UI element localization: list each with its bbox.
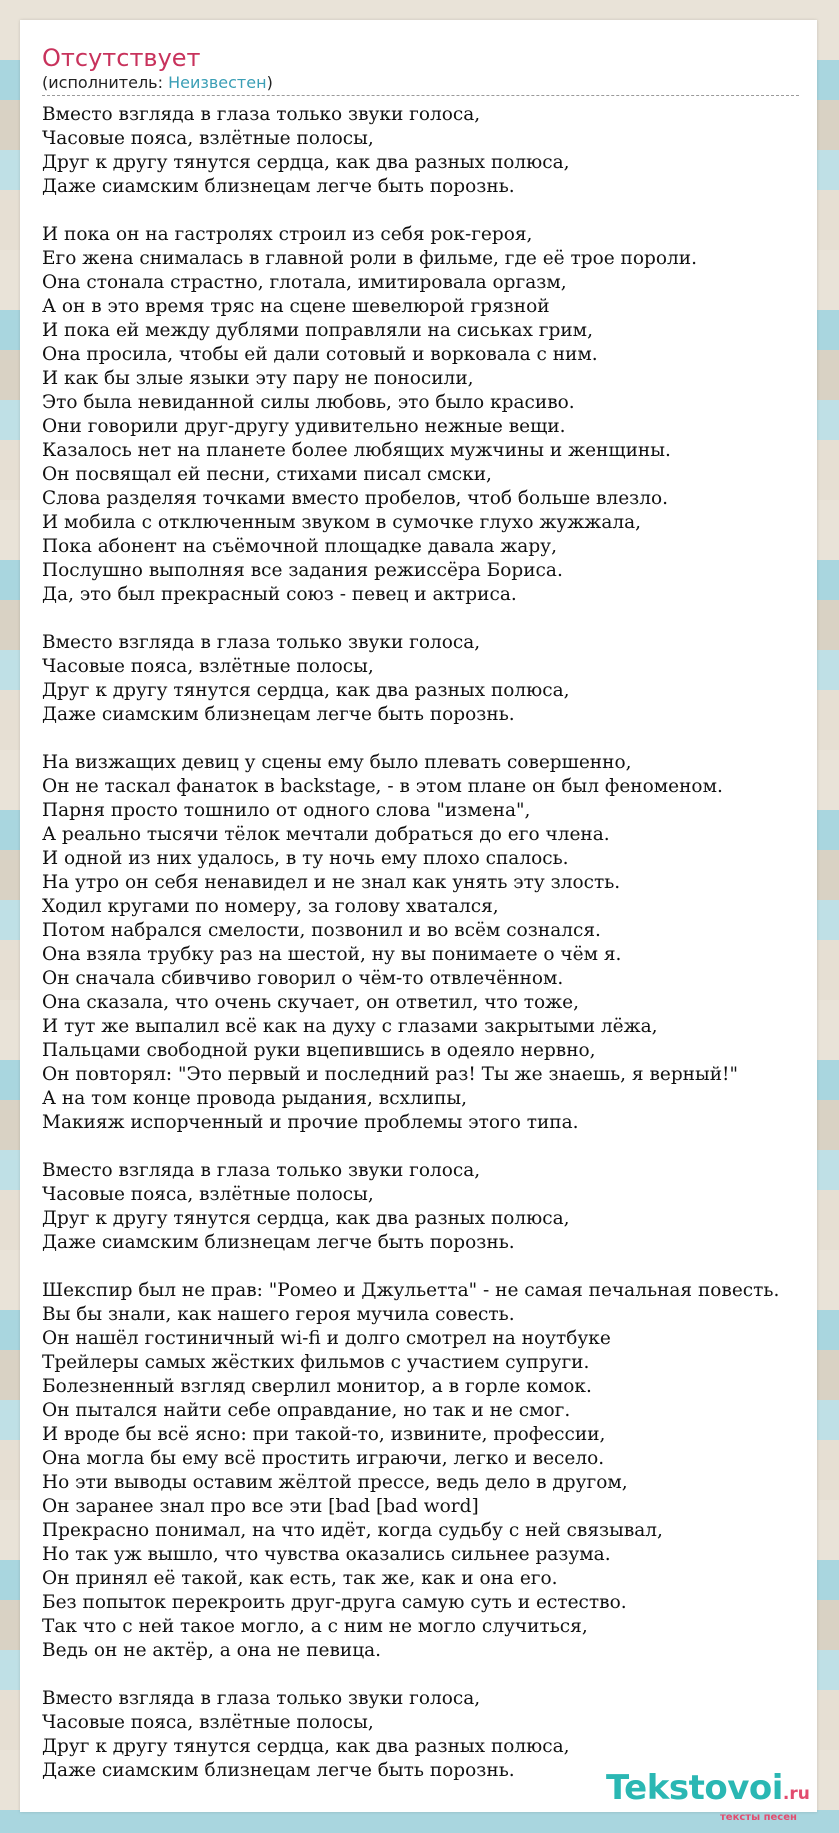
lyric-line: Он принял её такой, как есть, так же, как и она его. — [42, 1568, 558, 1589]
lyric-line: Друг к другу тянутся сердца, как два разных полюса, — [42, 152, 570, 173]
artist-prefix: (исполнитель: — [42, 73, 169, 92]
lyric-line: Даже сиамским близнецам легче быть порознь. — [42, 176, 515, 197]
lyric-line: И мобила с отключенным звуком в сумочке глухо жужжала, — [42, 512, 642, 533]
lyric-line: Он посвящал ей песни, стихами писал смски, — [42, 464, 492, 485]
lyric-line: Ходил кругами по номеру, за голову хватался, — [42, 896, 499, 917]
stanza-gap — [42, 607, 779, 631]
lyric-line: На визжащих девиц у сцены ему было плевать совершенно, — [42, 752, 632, 773]
lyric-line: Шекспир был не прав: "Ромео и Джульетта" - не самая печальная повесть. — [42, 1280, 780, 1301]
lyric-line: Прекрасно понимал, на что идёт, когда судьбу с ней связывал, — [42, 1520, 663, 1541]
lyric-line: Вместо взгляда в глаза только звуки голоса, — [42, 632, 481, 653]
lyrics-card — [20, 20, 817, 1823]
lyric-line: Послушно выполняя все задания режиссёра Бориса. — [42, 560, 563, 581]
lyric-line: Даже сиамским близнецам легче быть порознь. — [42, 704, 515, 725]
lyric-line: Парня просто тошнило от одного слова "измена", — [42, 800, 531, 821]
song-header — [42, 42, 799, 96]
logo-domain: .ru — [782, 1784, 810, 1804]
lyric-line: Она могла бы ему всё простить играючи, легко и весело. — [42, 1448, 605, 1469]
lyric-line: Казалось нет на планете более любящих мужчины и женщины. — [42, 440, 671, 461]
lyric-line: Болезненный взгляд сверлил монитор, а в горле комок. — [42, 1376, 592, 1397]
lyric-line: А на том конце провода рыдания, всхлипы, — [42, 1088, 468, 1109]
stanza-gap — [42, 199, 779, 223]
lyric-line: Его жена снималась в главной роли в фильме, где её трое пороли. — [42, 248, 697, 269]
lyric-line: Часовые пояса, взлётные полосы, — [42, 1184, 374, 1205]
site-logo[interactable] — [606, 1768, 810, 1823]
lyric-line: Даже сиамским близнецам легче быть порознь. — [42, 1760, 515, 1781]
lyric-line: Ведь он не актёр, а она не певица. — [42, 1640, 382, 1661]
lyric-line: Потом набрался смелости, позвонил и во всём сознался. — [42, 920, 601, 941]
lyric-line: И вроде бы всё ясно: при такой-то, извините, профессии, — [42, 1424, 606, 1445]
lyric-line: Он пытался найти себе оправдание, но так и не смог. — [42, 1400, 571, 1421]
logo-subtitle: тексты песен — [720, 1812, 797, 1823]
lyric-line: На утро он себя ненавидел и не знал как унять эту злость. — [42, 872, 621, 893]
stanza-gap — [42, 727, 779, 751]
lyric-line: Даже сиамским близнецам легче быть порознь. — [42, 1232, 515, 1253]
lyric-line: Слова разделяя точками вместо пробелов, чтоб больше влезло. — [42, 488, 669, 509]
lyric-line: Друг к другу тянутся сердца, как два разных полюса, — [42, 680, 570, 701]
lyric-line: И как бы злые языки эту пару не поносили, — [42, 368, 474, 389]
lyric-line: Она стонала страстно, глотала, имитировала оргазм, — [42, 272, 567, 293]
lyric-line: Это была невиданной силы любовь, это было красиво. — [42, 392, 575, 413]
lyric-line: А реально тысячи тёлок мечтали добраться до его члена. — [42, 824, 610, 845]
lyric-line: Друг к другу тянутся сердца, как два разных полюса, — [42, 1736, 570, 1757]
lyric-line: А он в это время тряс на сцене шевелюрой грязной — [42, 296, 550, 317]
lyric-line: Без попыток перекроить друг-друга самую суть и естество. — [42, 1592, 627, 1613]
lyric-line: Вместо взгляда в глаза только звуки голоса, — [42, 1160, 481, 1181]
lyric-line: Он сначала сбивчиво говорил о чём-то отвлечённом. — [42, 968, 564, 989]
lyric-line: Часовые пояса, взлётные полосы, — [42, 656, 374, 677]
logo-wordmark: Tekstovoi — [606, 1768, 783, 1808]
lyric-line: И пока ей между дублями поправляли на сиськах грим, — [42, 320, 593, 341]
lyric-line: Пока абонент на съёмочной площадке давала жару, — [42, 536, 557, 557]
lyric-line: Вместо взгляда в глаза только звуки голоса, — [42, 104, 481, 125]
lyric-line: Но эти выводы оставим жёлтой прессе, ведь дело в другом, — [42, 1472, 628, 1493]
lyric-line: Она просила, чтобы ей дали сотовый и ворковала с ним. — [42, 344, 598, 365]
lyric-line: Они говорили друг-другу удивительно нежные вещи. — [42, 416, 566, 437]
lyric-line: Он нашёл гостиничный wi-fi и долго смотрел на ноутбуке — [42, 1328, 611, 1349]
lyric-line: Он повторял: "Это первый и последний раз! Ты же знаешь, я верный!" — [42, 1064, 738, 1085]
artist-line — [42, 74, 799, 96]
artist-suffix: ) — [266, 73, 273, 92]
lyric-line: Пальцами свободной руки вцепившись в одеяло нервно, — [42, 1040, 596, 1061]
lyric-line: Вы бы знали, как нашего героя мучила совесть. — [42, 1304, 515, 1325]
artist-link[interactable]: Неизвестен — [168, 73, 267, 92]
lyric-line: Макияж испорченный и прочие проблемы этого типа. — [42, 1112, 579, 1133]
lyric-line: Друг к другу тянутся сердца, как два разных полюса, — [42, 1208, 570, 1229]
lyric-line: Трейлеры самых жёстких фильмов с участием супруги. — [42, 1352, 590, 1373]
lyric-line: И пока он на гастролях строил из себя рок-героя, — [42, 224, 533, 245]
stanza-gap — [42, 1135, 779, 1159]
lyric-line: Часовые пояса, взлётные полосы, — [42, 1712, 374, 1733]
lyric-line: Но так уж вышло, что чувства оказались сильнее разума. — [42, 1544, 611, 1565]
lyric-line: Да, это был прекрасный союз - певец и актриса. — [42, 584, 517, 605]
stanza-gap — [42, 1255, 779, 1279]
lyric-line: Часовые пояса, взлётные полосы, — [42, 128, 374, 149]
lyric-line: И тут же выпалил всё как на духу с глазами закрытыми лёжа, — [42, 1016, 658, 1037]
song-title: Отсутствует — [42, 44, 201, 72]
lyric-line: Она сказала, что очень скучает, он ответил, что тоже, — [42, 992, 579, 1013]
stanza-gap — [42, 1663, 779, 1687]
lyric-line: Вместо взгляда в глаза только звуки голоса, — [42, 1688, 481, 1709]
lyric-line: Она взяла трубку раз на шестой, ну вы понимаете о чём я. — [42, 944, 622, 965]
lyric-line: Он заранее знал про все эти [bad [bad word] — [42, 1496, 479, 1517]
lyric-line: И одной из них удалось, в ту ночь ему плохо спалось. — [42, 848, 569, 869]
lyrics-text — [42, 103, 779, 1783]
lyric-line: Так что с ней такое могло, а с ним не могло случиться, — [42, 1616, 588, 1637]
lyric-line: Он не таскал фанаток в backstage, - в этом плане он был феноменом. — [42, 776, 723, 797]
